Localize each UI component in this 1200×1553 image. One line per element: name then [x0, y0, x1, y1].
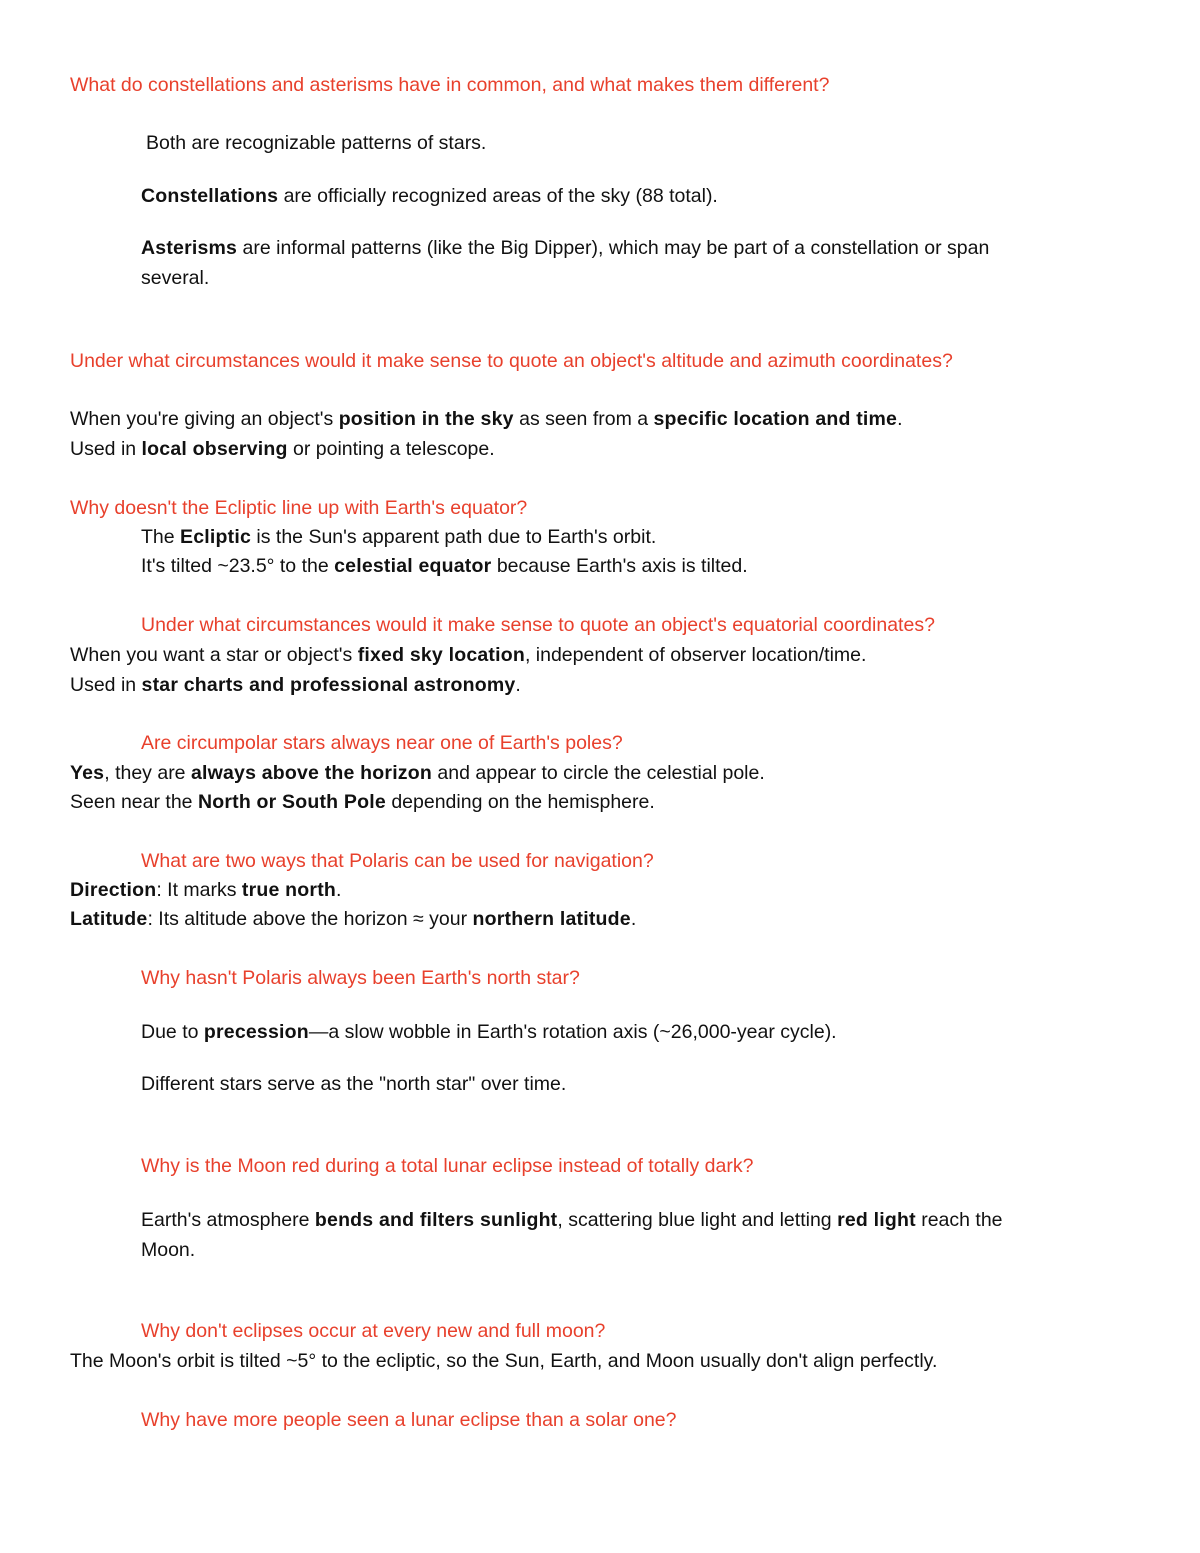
bold-term: fixed sky location: [357, 644, 525, 666]
bold-term: bends and filters sunlight: [314, 1209, 558, 1231]
answer-line: [70, 437, 495, 461]
question-polaris-north-star: Why hasn't Polaris always been Earth's north star?: [141, 967, 580, 989]
question-altitude-azimuth: Under what circumstances would it make sense to quote an object's altitude and azimuth coordinates?: [70, 350, 953, 372]
answer-text: .: [897, 408, 903, 430]
bold-term: local observing: [141, 438, 288, 460]
bold-term: always above the horizon: [190, 762, 432, 784]
answer-line: [70, 761, 765, 785]
answer-line: [141, 525, 656, 549]
answer-line: [70, 407, 903, 431]
answer-line: [70, 790, 655, 814]
answer-line-continuation: several.: [141, 267, 210, 289]
question-circumpolar: Are circumpolar stars always near one of Earth's poles?: [141, 732, 623, 754]
answer-line: [141, 236, 989, 260]
answer-line: The Moon's orbit is tilted ~5° to the ecliptic, so the Sun, Earth, and Moon usually don't align perfectly.: [70, 1350, 938, 1372]
answer-text: and appear to circle the celestial pole.: [431, 762, 765, 784]
answer-text: , they are: [104, 762, 191, 784]
answer-line: [141, 1020, 837, 1044]
answer-text: because Earth's axis is tilted.: [491, 555, 748, 577]
question-eclipse-frequency: Why don't eclipses occur at every new and full moon?: [141, 1320, 606, 1342]
question-equatorial: Under what circumstances would it make sense to quote an object's equatorial coordinates?: [141, 614, 935, 636]
bold-term: Constellations: [141, 185, 279, 207]
answer-text: Used in: [70, 438, 142, 460]
bold-term: position in the sky: [338, 408, 514, 430]
answer-line: [70, 907, 636, 931]
answer-text: , scattering blue light and letting: [557, 1209, 838, 1231]
answer-text: : It marks: [156, 879, 242, 901]
answer-text: .: [515, 674, 521, 696]
answer-text: Used in: [70, 674, 142, 696]
question-lunar-vs-solar: Why have more people seen a lunar eclipse than a solar one?: [141, 1409, 677, 1431]
answer-text: When you want a star or object's: [70, 644, 358, 666]
answer-text: as seen from a: [513, 408, 654, 430]
answer-text: depending on the hemisphere.: [385, 791, 655, 813]
answer-text: It's tilted ~23.5° to the: [141, 555, 335, 577]
question-constellations-asterisms: What do constellations and asterisms have in common, and what makes them different?: [70, 74, 830, 96]
answer-text: .: [336, 879, 342, 901]
answer-text: : Its altitude above the horizon ≈ your: [147, 908, 473, 930]
answer-line: [141, 554, 748, 578]
bold-term: precession: [203, 1021, 309, 1043]
bold-term: Direction: [70, 879, 157, 901]
bold-term: Ecliptic: [180, 526, 251, 548]
answer-text: .: [630, 908, 637, 930]
answer-text: , independent of observer location/time.: [524, 644, 867, 666]
answer-line-continuation: Moon.: [141, 1239, 196, 1261]
answer-text: is the Sun's apparent path due to Earth's orbit.: [251, 526, 657, 548]
bold-term: celestial equator: [334, 555, 492, 577]
bold-term: Yes: [70, 762, 105, 784]
answer-text: —a slow wobble in Earth's rotation axis (~26,000-year cycle).: [308, 1021, 837, 1043]
question-red-moon: Why is the Moon red during a total lunar eclipse instead of totally dark?: [141, 1155, 754, 1177]
answer-text: or pointing a telescope.: [287, 438, 495, 460]
answer-text: Earth's atmosphere: [141, 1209, 315, 1231]
bold-term: Asterisms: [141, 237, 238, 259]
bold-term: star charts and professional astronomy: [141, 674, 516, 696]
answer-text: reach the: [915, 1209, 1003, 1231]
answer-line: [70, 643, 866, 667]
answer-line: [141, 1208, 1003, 1232]
bold-term: Latitude: [70, 908, 148, 930]
answer-text: are officially recognized areas of the sky (88 total).: [278, 185, 718, 207]
answer-line: [70, 673, 521, 697]
answer-text: Due to: [141, 1021, 204, 1043]
bold-term: North or South Pole: [197, 791, 386, 813]
answer-line: [141, 184, 718, 208]
answer-line: Different stars serve as the "north star" over time.: [141, 1073, 567, 1095]
bold-term: true north: [241, 879, 336, 901]
question-ecliptic: Why doesn't the Ecliptic line up with Earth's equator?: [70, 497, 528, 519]
answer-text: Seen near the: [70, 791, 198, 813]
answer-text: The: [141, 526, 181, 548]
bold-term: specific location and time: [653, 408, 898, 430]
bold-term: red light: [837, 1209, 916, 1231]
bold-term: northern latitude: [472, 908, 631, 930]
answer-text: When you're giving an object's: [70, 408, 339, 430]
answer-text: are informal patterns (like the Big Dipper), which may be part of a constellation or span: [237, 237, 990, 259]
answer-line: [70, 878, 341, 902]
answer-line: Both are recognizable patterns of stars.: [146, 132, 487, 154]
question-polaris-navigation: What are two ways that Polaris can be used for navigation?: [141, 850, 654, 872]
